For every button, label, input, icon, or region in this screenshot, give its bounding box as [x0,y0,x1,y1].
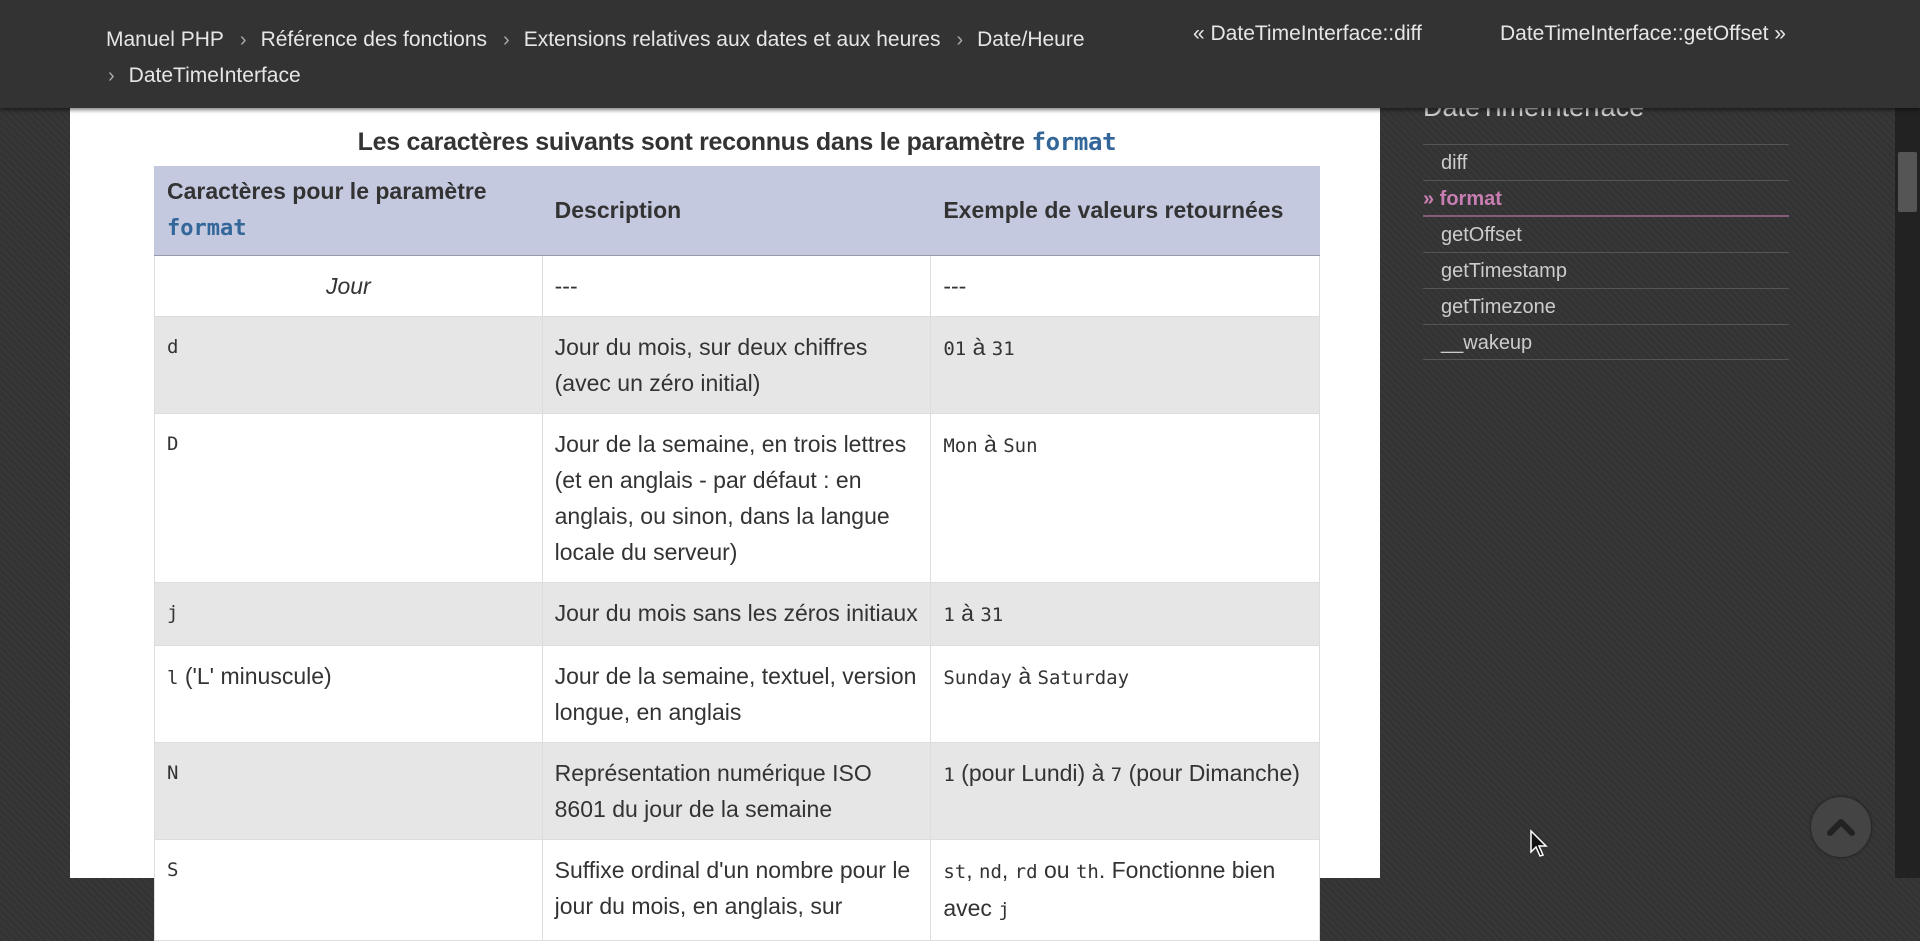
example-code: Mon [943,435,978,457]
sidebar-method-list [1423,144,1789,360]
example-text: (pour Dimanche) [1122,760,1300,786]
breadcrumb-separator-icon: › [239,29,247,51]
example-code: Saturday [1037,667,1130,689]
group-example: --- [931,256,1320,317]
top-navbar [0,0,1920,108]
row-example [931,646,1320,743]
breadcrumb-link-dateheure[interactable]: Date/Heure [977,28,1085,51]
main-content [70,108,1380,921]
table-caption [154,128,1320,157]
example-text: à [1011,663,1038,689]
sidebar-item-wakeup[interactable]: __wakeup [1423,324,1789,360]
row-example [931,840,1320,941]
row-example [931,743,1320,840]
caption-code: format [1031,128,1117,156]
row-desc: Représentation numérique ISO 8601 du jour de la semaine [542,743,931,840]
page-scrollbar[interactable] [1895,108,1920,878]
table-row [155,583,1320,646]
caption-text: Les caractères suivants sont reconnus dans le paramètre [357,128,1025,156]
group-label: Jour [155,256,543,317]
example-code: 1 [943,764,955,786]
table-row [155,414,1320,583]
scrollbar-thumb[interactable] [1898,152,1917,212]
breadcrumb-item[interactable] [503,22,940,58]
example-code: Sunday [943,667,1012,689]
row-char [155,646,543,743]
row-example [931,583,1320,646]
sidebar-item-gettimestamp[interactable]: getTimestamp [1423,252,1789,288]
row-char-code: l [167,667,179,689]
table-row-group [155,256,1320,317]
example-text: . Fonctionne bien avec [943,857,1276,921]
example-text: ou [1037,857,1076,883]
breadcrumb-separator-icon: › [503,29,510,51]
breadcrumb-item[interactable] [956,22,1084,58]
row-desc: Jour de la semaine, en trois lettres (et en anglais - par défaut : en anglais, ou sinon, dans la langue locale du serveur) [542,414,931,583]
row-desc: Jour du mois, sur deux chiffres (avec un zéro initial) [542,317,931,414]
row-char-note: ('L' minuscule) [178,663,332,689]
example-code: 7 [1110,764,1123,786]
breadcrumb-item[interactable] [240,22,487,58]
example-code: 31 [991,338,1015,360]
row-desc: Suffixe ordinal d'un nombre pour le jour du mois, en anglais, sur [542,840,931,941]
sidebar-item-gettimezone[interactable]: getTimezone [1423,288,1789,324]
header-format-chars [155,167,543,256]
sidebar-item-getoffset[interactable]: getOffset [1423,216,1789,252]
example-code: 31 [980,604,1004,626]
example-text: à [966,334,992,360]
chevron-up-icon [1825,811,1857,843]
example-text: (pour Lundi) à [954,760,1111,786]
format-table [154,166,1320,941]
example-code: nd [979,861,1002,883]
prev-page-link[interactable]: « DateTimeInterface::diff [1193,22,1422,45]
row-desc: Jour de la semaine, textuel, version longue, en anglais [542,646,931,743]
group-desc: --- [542,256,931,317]
table-row [155,646,1320,743]
sidebar [1385,108,1895,878]
header-description: Description [542,167,931,256]
table-row [155,317,1320,414]
table-header-row [155,167,1320,256]
sidebar-item-format[interactable]: » format [1423,180,1789,216]
header-format-code: format [167,216,247,241]
breadcrumb-item[interactable] [106,22,224,58]
breadcrumb-link-extensions[interactable]: Extensions relatives aux dates et aux heures [523,28,941,51]
breadcrumb [106,22,1166,94]
example-code: rd [1014,861,1038,883]
breadcrumb-link-datetimeinterface[interactable]: DateTimeInterface [128,64,301,87]
row-example [931,414,1320,583]
example-text: , [966,857,979,883]
example-code: th [1075,861,1099,883]
example-text: à [954,600,981,626]
example-code: Sun [1003,435,1038,457]
example-code: st [943,861,967,883]
table-row [155,840,1320,941]
mouse-pointer-icon [1530,830,1550,858]
breadcrumb-link-manuel[interactable]: Manuel PHP [106,28,224,51]
row-example [931,317,1320,414]
example-code: 1 [943,604,955,626]
breadcrumb-separator-icon: › [108,65,115,87]
example-code: j [998,899,1010,921]
row-char: j [155,583,543,646]
example-text: à [977,431,1004,457]
back-to-top-button[interactable] [1811,797,1871,857]
row-char: N [155,743,543,840]
row-char: d [155,317,543,414]
breadcrumb-item[interactable] [108,58,301,94]
breadcrumb-link-reference[interactable]: Référence des fonctions [260,28,488,51]
example-code: 01 [943,338,967,360]
next-page-link[interactable]: DateTimeInterface::getOffset » [1500,22,1786,45]
header-example: Exemple de valeurs retournées [931,167,1320,256]
row-char: S [155,840,543,941]
row-char: D [155,414,543,583]
breadcrumb-separator-icon: › [956,29,964,51]
table-row [155,743,1320,840]
example-text: , [1001,857,1015,883]
sidebar-item-diff[interactable]: diff [1423,144,1789,180]
header-format-chars-text: Caractères pour le paramètre [167,178,487,204]
row-desc: Jour du mois sans les zéros initiaux [542,583,931,646]
